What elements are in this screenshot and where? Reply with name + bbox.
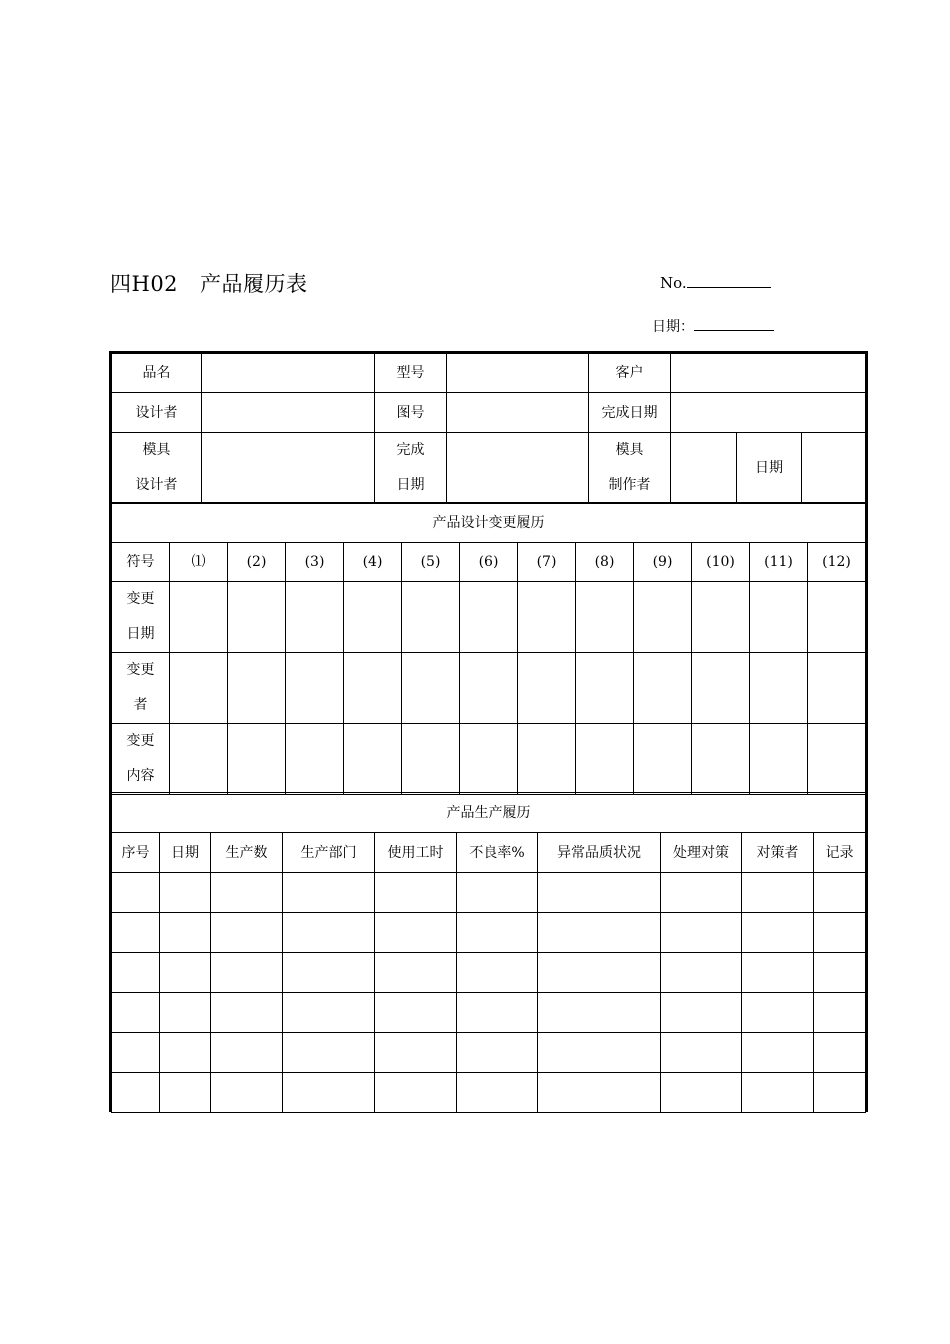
label-product-name: 品名 [112,354,202,393]
production-column-header: 对策者 [742,833,814,873]
symbol-cell: (9) [634,543,692,582]
production-column-header: 序号 [112,833,160,873]
production-row [112,913,866,953]
production-cell[interactable] [375,953,457,993]
symbol-cell: (12) [808,543,866,582]
design-history-title: 产品设计变更履历 [112,503,866,543]
label-mold-designer: 模具 设计者 [112,433,202,504]
production-column-header: 日期 [160,833,211,873]
production-cell[interactable] [742,1073,814,1113]
symbol-cell: (6) [460,543,518,582]
change-record-cell[interactable] [460,582,518,653]
production-cell[interactable] [211,1033,283,1073]
production-column-header: 处理对策 [661,833,742,873]
production-cell[interactable] [160,873,211,913]
value-drawing-no[interactable] [447,393,589,433]
production-cell[interactable] [375,873,457,913]
change-record-cell[interactable] [808,724,866,795]
label-model: 型号 [375,354,447,393]
production-cell[interactable] [538,993,661,1033]
value-customer[interactable] [671,354,866,393]
production-row [112,1033,866,1073]
change-record-cell[interactable] [460,653,518,724]
change-record-cell[interactable] [170,582,228,653]
value-mold-designer[interactable] [202,433,375,504]
label-completion-date: 完成日期 [589,393,671,433]
production-cell[interactable] [211,1073,283,1113]
info-table [111,353,866,504]
change-record-cell[interactable] [750,653,808,724]
production-row [112,1073,866,1113]
label-symbol: 符号 [112,543,170,582]
production-cell[interactable] [375,913,457,953]
symbol-cell: (3) [286,543,344,582]
production-cell[interactable] [283,873,375,913]
number-blank[interactable] [687,273,771,288]
change-record-cell[interactable] [402,582,460,653]
production-cell[interactable] [457,1073,538,1113]
symbol-cell: (11) [750,543,808,582]
change-record-cell[interactable] [808,653,866,724]
symbol-cell: (5) [402,543,460,582]
production-column-header: 不良率% [457,833,538,873]
form-code: 四H02 [110,272,179,296]
production-cell[interactable] [211,993,283,1033]
production-cell[interactable] [538,953,661,993]
production-cell[interactable] [112,1073,160,1113]
production-row [112,953,866,993]
symbol-cell: (8) [576,543,634,582]
production-cell[interactable] [375,1033,457,1073]
change-record-cell[interactable] [576,582,634,653]
production-cell[interactable] [538,1033,661,1073]
symbol-cell: (4) [344,543,402,582]
production-cell[interactable] [160,913,211,953]
change-record-cell[interactable] [750,724,808,795]
production-column-header: 生产部门 [283,833,375,873]
production-cell[interactable] [160,953,211,993]
production-cell[interactable] [112,1033,160,1073]
production-cell[interactable] [742,1033,814,1073]
production-cell[interactable] [814,873,866,913]
change-record-cell[interactable] [460,724,518,795]
production-cell[interactable] [211,873,283,913]
change-record-cell[interactable] [228,582,286,653]
number-label: No. [660,274,687,292]
production-cell[interactable] [661,873,742,913]
change-record-cell[interactable] [402,653,460,724]
change-record-cell[interactable] [750,582,808,653]
change-record-cell[interactable] [692,582,750,653]
production-cell[interactable] [211,953,283,993]
production-cell[interactable] [814,993,866,1033]
production-cell[interactable] [538,873,661,913]
production-cell[interactable] [283,1033,375,1073]
change-record-cell[interactable] [808,582,866,653]
label-change-content: 变更 内容 [112,724,170,795]
change-record-cell[interactable] [576,724,634,795]
change-record-cell[interactable] [634,653,692,724]
date-field [652,316,774,336]
production-history-table [111,792,866,1113]
symbol-cell: (10) [692,543,750,582]
production-row [112,993,866,1033]
symbol-cell: (7) [518,543,576,582]
production-cell[interactable] [538,1073,661,1113]
change-record-cell[interactable] [518,724,576,795]
production-column-header: 异常品质状况 [538,833,661,873]
change-record-cell[interactable] [344,582,402,653]
change-record-cell[interactable] [576,653,634,724]
change-record-cell[interactable] [518,653,576,724]
production-history-title: 产品生产履历 [112,793,866,833]
production-column-header: 生产数 [211,833,283,873]
production-cell[interactable] [283,953,375,993]
change-record-cell[interactable] [286,724,344,795]
value-designer[interactable] [202,393,375,433]
change-record-cell[interactable] [634,582,692,653]
production-cell[interactable] [112,953,160,993]
change-record-cell[interactable] [344,724,402,795]
change-record-cell[interactable] [228,653,286,724]
production-cell[interactable] [661,993,742,1033]
symbol-cell: (2) [228,543,286,582]
production-cell[interactable] [661,1033,742,1073]
production-cell[interactable] [375,1073,457,1113]
production-row [112,873,866,913]
value-mold-maker[interactable] [671,433,737,504]
production-cell[interactable] [283,1073,375,1113]
production-cell[interactable] [160,1033,211,1073]
production-cell[interactable] [814,953,866,993]
production-cell[interactable] [457,953,538,993]
production-cell[interactable] [375,993,457,1033]
label-date: 日期 [737,433,802,504]
production-cell[interactable] [742,993,814,1033]
production-cell[interactable] [814,1073,866,1113]
production-cell[interactable] [211,913,283,953]
value-completion-date[interactable] [671,393,866,433]
production-cell[interactable] [814,913,866,953]
production-cell[interactable] [457,913,538,953]
change-record-cell[interactable] [170,653,228,724]
production-cell[interactable] [742,913,814,953]
production-cell[interactable] [814,1033,866,1073]
date-blank[interactable] [694,316,774,331]
production-column-header: 使用工时 [375,833,457,873]
production-cell[interactable] [661,953,742,993]
change-record-cell[interactable] [634,724,692,795]
change-record-cell[interactable] [518,582,576,653]
label-drawing-no: 图号 [375,393,447,433]
number-field [660,273,771,292]
production-cell[interactable] [283,993,375,1033]
production-cell[interactable] [457,1033,538,1073]
design-history-table [111,502,866,795]
label-changer: 变更 者 [112,653,170,724]
form-name: 产品履历表 [200,272,308,296]
value-product-name[interactable] [202,354,375,393]
label-change-date: 变更 日期 [112,582,170,653]
label-mold-maker: 模具 制作者 [589,433,671,504]
production-column-header: 记录 [814,833,866,873]
change-record-cell[interactable] [170,724,228,795]
production-cell[interactable] [112,993,160,1033]
production-cell[interactable] [112,873,160,913]
value-model[interactable] [447,354,589,393]
production-cell[interactable] [661,1073,742,1113]
change-record-cell[interactable] [402,724,460,795]
production-cell[interactable] [112,913,160,953]
change-record-cell[interactable] [344,653,402,724]
change-record-cell[interactable] [692,653,750,724]
change-record-cell[interactable] [286,653,344,724]
production-cell[interactable] [742,873,814,913]
label-designer: 设计者 [112,393,202,433]
production-cell[interactable] [283,913,375,953]
production-cell[interactable] [160,993,211,1033]
change-record-cell[interactable] [692,724,750,795]
value-complete-date[interactable] [447,433,589,504]
change-record-cell[interactable] [286,582,344,653]
form-title [110,268,308,298]
production-cell[interactable] [661,913,742,953]
symbol-cell: ⑴ [170,543,228,582]
value-date[interactable] [802,433,866,504]
production-cell[interactable] [457,993,538,1033]
date-label: 日期： [652,319,694,335]
production-cell[interactable] [160,1073,211,1113]
production-cell[interactable] [742,953,814,993]
label-customer: 客户 [589,354,671,393]
production-cell[interactable] [538,913,661,953]
production-cell[interactable] [457,873,538,913]
label-complete-date: 完成 日期 [375,433,447,504]
change-record-cell[interactable] [228,724,286,795]
